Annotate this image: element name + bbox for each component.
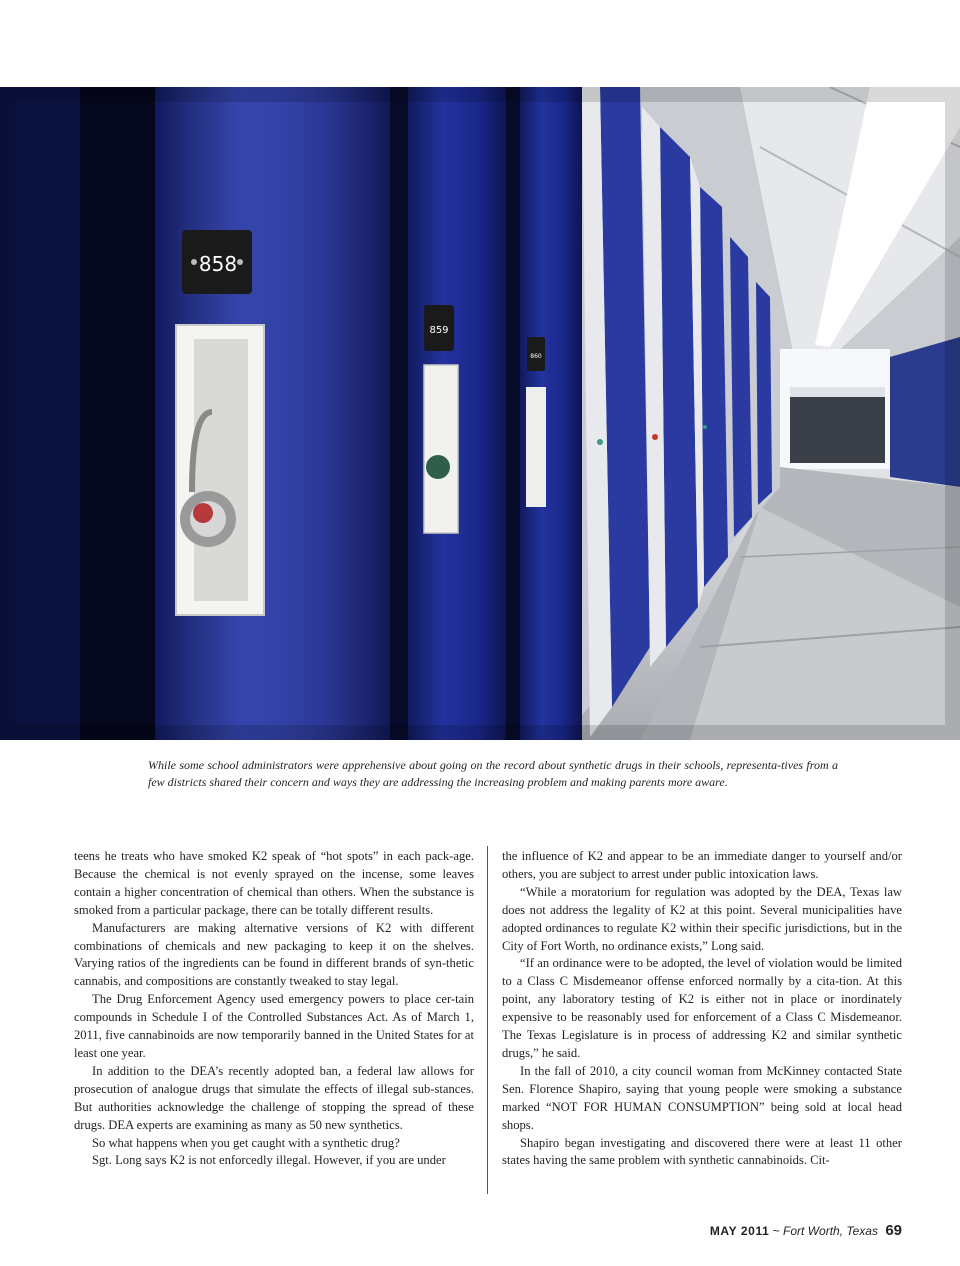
article-column-right — [502, 848, 902, 1170]
paragraph: the influence of K2 and appear to be an immediate danger to yourself and/or others, you are subject to arrest under public intoxication laws. — [502, 849, 902, 881]
paragraph: The Drug Enforcement Agency used emergency powers to place cer-tain compounds in Schedule I of the Controlled Substances Act. As of March 1, 2011, five cannabinoids are now temporarily banned in the United States for at least one year. — [74, 992, 474, 1060]
paragraph: Sgt. Long says K2 is not enforcedly illegal. However, if you are under — [92, 1153, 446, 1168]
paragraph: “While a moratorium for regulation was adopted by the DEA, Texas law does not address the legality of K2 at this point. Several municipalities have adopted ordinances to regulate K2 within their specific jurisdictions, but in the City of Fort Worth, no ordinance exists,” Long said. — [502, 884, 902, 953]
locker-number-860: 860 — [530, 353, 542, 360]
paragraph: In addition to the DEA’s recently adopted ban, a federal law allows for prosecution of analogue drugs that simulate the effects of illegal sub-stances. But authorities acknowledge the challenge of stopping the spread of these drugs. DEA experts are examining as many as 50 new synthetics. — [74, 1063, 474, 1132]
photo-caption: While some school administrators were apprehensive about going on the record about synthetic drugs in their schools, representa-tives from a few districts shared their concern and ways they are addressing the increasing problem and making parents more aware. — [148, 758, 838, 789]
footer-separator: ~ — [772, 1224, 780, 1238]
locker-number-858: 858 — [198, 252, 238, 276]
locker-number-plate — [182, 230, 252, 294]
article-column-left — [74, 848, 474, 1170]
issue-date: MAY 2011 — [709, 1224, 770, 1238]
paragraph: Shapiro began investigating and discovered there were at least 11 other states having the same problem with synthetic cannabinoids. Cit- — [502, 1135, 902, 1168]
locker-number-plate — [527, 337, 545, 371]
paragraph: So what happens when you get caught with a synthetic drug? — [92, 1135, 400, 1150]
paragraph: In the fall of 2010, a city council woman from McKinney contacted State Sen. Florence Shapiro, saying that young people were smoking a substance marked “NOT FOR HUMAN CONSUMPTION” being sold at local head shops. — [502, 1063, 902, 1132]
locker-number-plate — [424, 305, 454, 351]
page-footer — [710, 1222, 902, 1239]
paragraph: “If an ordinance were to be adopted, the level of violation would be limited to a Class C Misdemeanor offense enforced normally by a cita-tion. At this point, any laboratory testing of K2 is either not in place or inordinately expensive to be reasonably used for enforcement of a Class C Misdemeanor. The Texas Legislature is in process of addressing K2 and similar synthetic drugs,” he said. — [502, 956, 902, 1060]
paragraph: Manufacturers are making alternative versions of K2 with different combinations of chemicals and new packaging to keep it on the shelves. Varying ratios of the ingredients can be found in different brands of syn-thetic cannabis, and compositions are constantly tweaked to stay legal. — [74, 920, 474, 989]
locker-number-859: 859 — [429, 325, 449, 336]
column-divider — [487, 846, 488, 1194]
paragraph: teens he treats who have smoked K2 speak of “hot spots” in each pack-age. Because the chemical is not evenly sprayed on the incense, some leaves contain a higher concentration of chemical than others. When the substance is smoked from a particular package, there can be totally different results. — [74, 849, 474, 917]
publication-location: Fort Worth, Texas — [783, 1224, 878, 1238]
locker-hallway-photo — [0, 87, 960, 740]
page-number: 69 — [885, 1222, 902, 1239]
